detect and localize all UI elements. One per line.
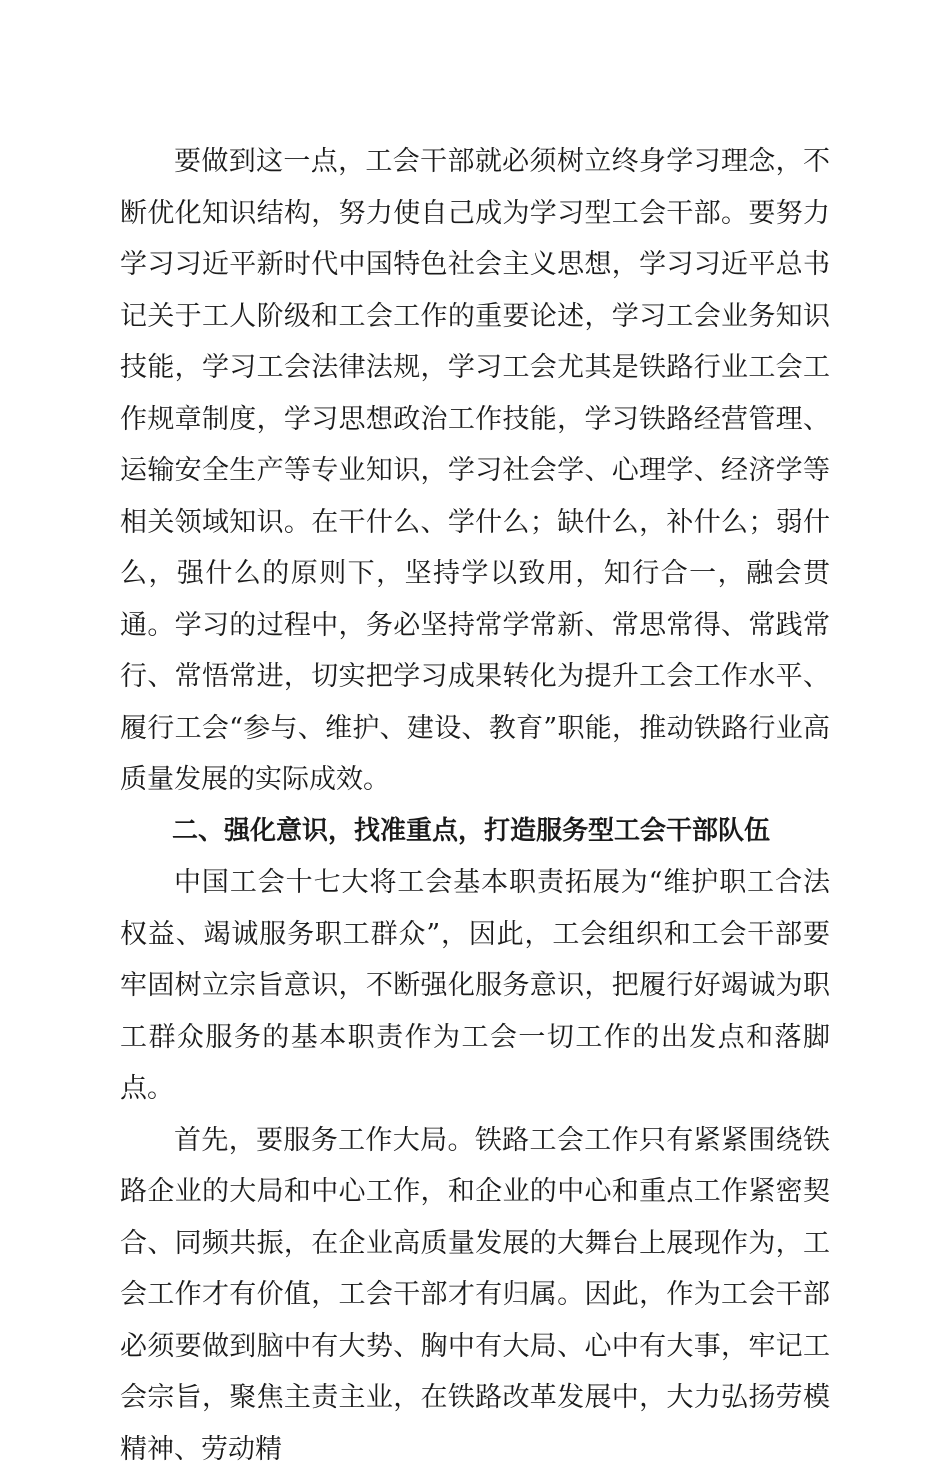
document-body xyxy=(120,136,830,1475)
paragraph-learning: 要做到这一点，工会干部就必须树立终身学习理念，不断优化知识结构，努力使自己成为学习型工会干部。要努力学习习近平新时代中国特色社会主义思想，学习习近平总书记关于工人阶级和工会工作的重要论述，学习工会业务知识技能，学习工会法律法规，学习工会尤其是铁路行业工会工作规章制度，学习思想政治工作技能，学习铁路经营管理、运输安全生产等专业知识，学习社会学、心理学、经济学等相关领域知识。在干什么、学什么；缺什么，补什么；弱什么，强什么的原则下，坚持学以致用，知行合一，融会贯通。学习的过程中，务必坚持常学常新、常思常得、常践常行、常悟常进，切实把学习成果转化为提升工会工作水平、履行工会“参与、维护、建设、教育”职能，推动铁路行业高质量发展的实际成效。 xyxy=(120,136,830,806)
paragraph-serve-overall: 首先，要服务工作大局。铁路工会工作只有紧紧围绕铁路企业的大局和中心工作，和企业的中心和重点工作紧密契合、同频共振，在企业高质量发展的大舞台上展现作为，工会工作才有价值，工会干部才有归属。因此，作为工会干部必须要做到脑中有大势、胸中有大局、心中有大事，牢记工会宗旨，聚焦主责主业，在铁路改革发展中，大力弘扬劳模精神、劳动精 xyxy=(120,1115,830,1475)
section-heading-2: 二、强化意识，找准重点，打造服务型工会干部队伍 xyxy=(120,806,830,858)
paragraph-congress: 中国工会十七大将工会基本职责拓展为“维护职工合法权益、竭诚服务职工群众”，因此，工会组织和工会干部要牢固树立宗旨意识，不断强化服务意识，把履行好竭诚为职工群众服务的基本职责作为工会一切工作的出发点和落脚点。 xyxy=(120,857,830,1115)
